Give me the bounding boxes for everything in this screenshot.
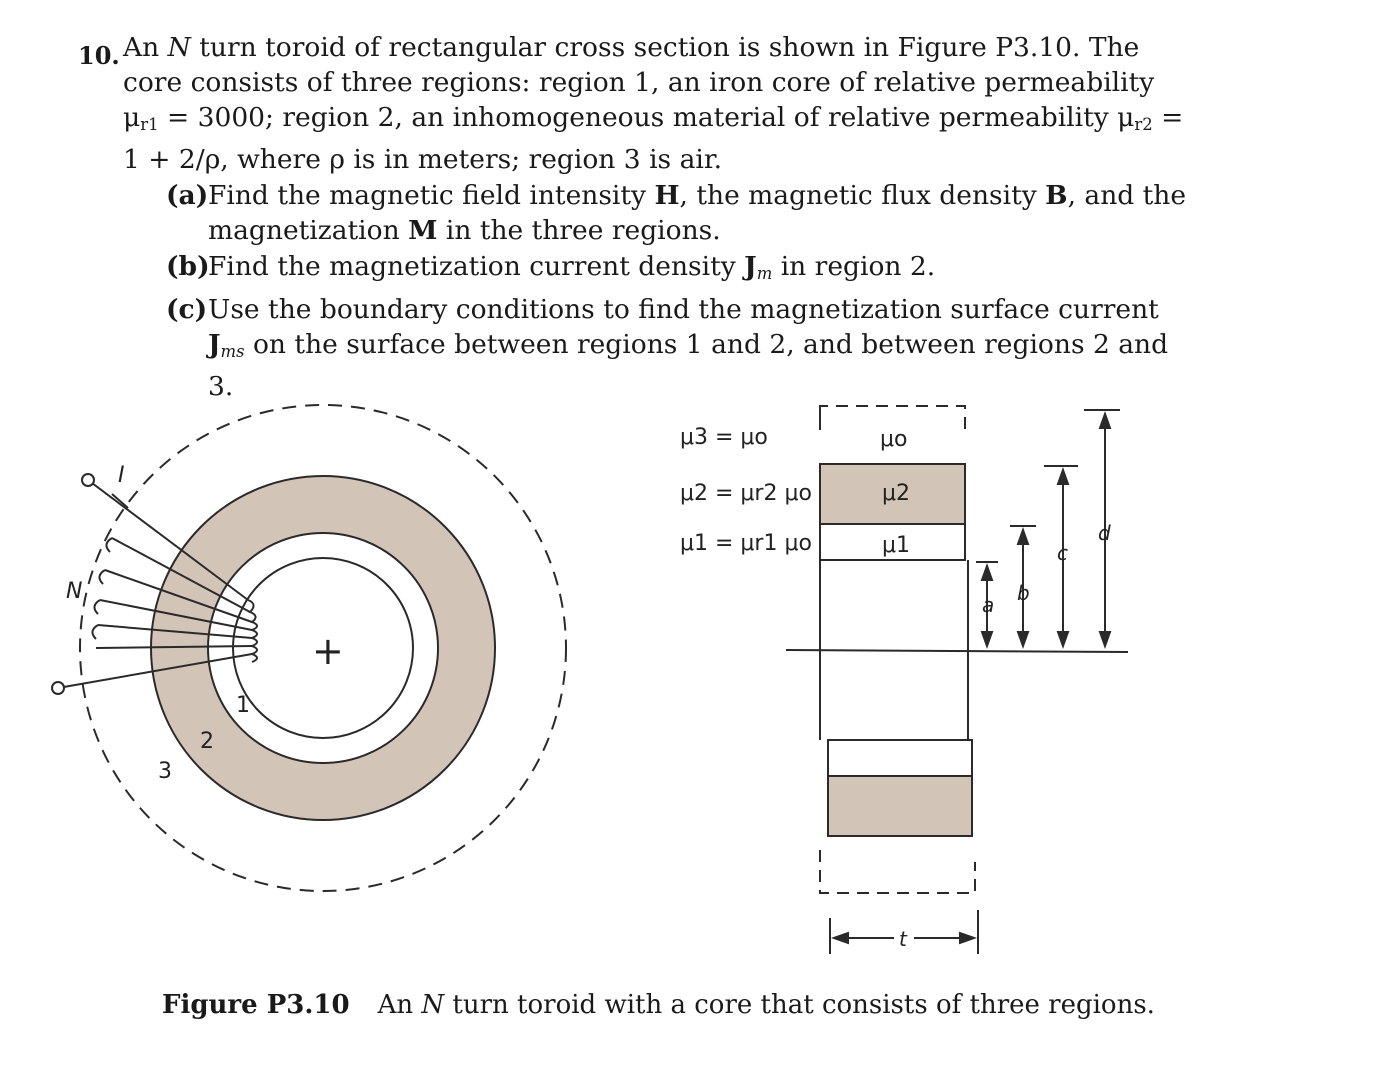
region-label-1: 1 xyxy=(236,693,250,718)
layer-mu2-bottom xyxy=(828,776,972,836)
dim-t: t xyxy=(899,927,907,951)
figure-caption: Figure P3.10 An N turn toroid with a core that consists of three regions. xyxy=(162,990,1155,1020)
current-label: I xyxy=(118,463,125,488)
legend-mu2: μ2 = μr2 μo xyxy=(680,481,812,506)
center-mark: + xyxy=(312,629,344,673)
dimension-labels xyxy=(899,521,1111,951)
dim-b: b xyxy=(1017,581,1030,605)
cross-section-labels xyxy=(880,427,910,558)
part-a-label: (a) xyxy=(166,180,209,211)
part-c: (c) Use the boundary conditions to find the magnetization surface current $J_{ms}$ on the surface between regions 1 and 2, and between regions 2 and 3. xyxy=(166,294,1169,402)
axis-line xyxy=(786,650,1128,652)
region-label-3: 3 xyxy=(158,759,172,784)
permeability-legend xyxy=(680,425,812,556)
layer-label-mu0: μo xyxy=(880,427,908,452)
layer-label-mu1: μ1 xyxy=(882,533,910,558)
region-label-2: 2 xyxy=(200,729,214,754)
problem-number: 10. xyxy=(78,41,120,70)
terminal-top xyxy=(82,474,94,486)
part-b: (b) Find the magnetization current density $J_m$ in region 2. xyxy=(166,251,936,283)
legend-mu1: μ1 = μr1 μo xyxy=(680,531,812,556)
part-b-label: (b) xyxy=(166,251,210,282)
layer-mu1-bottom xyxy=(828,740,972,776)
problem-intro: An N turn toroid of rectangular cross section is shown in Figure P3.10. The core consists of three regions: region 1, an iron core of relative permeability $\mu_{r1} = 3000$; region 2, an inhomogeneous material of relative permeability $\mu_{r2} = 1 + 2/\rho$, where ρ is in meters; region 3 is air. xyxy=(123,32,1184,175)
part-a: (a) Find the magnetic field intensity H, the magnetic flux density B, and the magnetization M in the three regions. xyxy=(166,180,1187,246)
dim-c: c xyxy=(1057,541,1068,565)
caption-figure-id: Figure P3.10 xyxy=(162,990,350,1020)
dim-a: a xyxy=(982,593,995,617)
toroid-diagram xyxy=(52,405,566,891)
part-c-label: (c) xyxy=(166,294,208,325)
terminal-bottom xyxy=(52,682,64,694)
layer-label-mu2: μ2 xyxy=(882,481,910,506)
legend-mu3: μ3 = μo xyxy=(680,425,768,450)
dim-d: d xyxy=(1098,521,1111,545)
turns-label: N xyxy=(66,579,83,604)
cross-section-diagram xyxy=(786,406,1128,893)
